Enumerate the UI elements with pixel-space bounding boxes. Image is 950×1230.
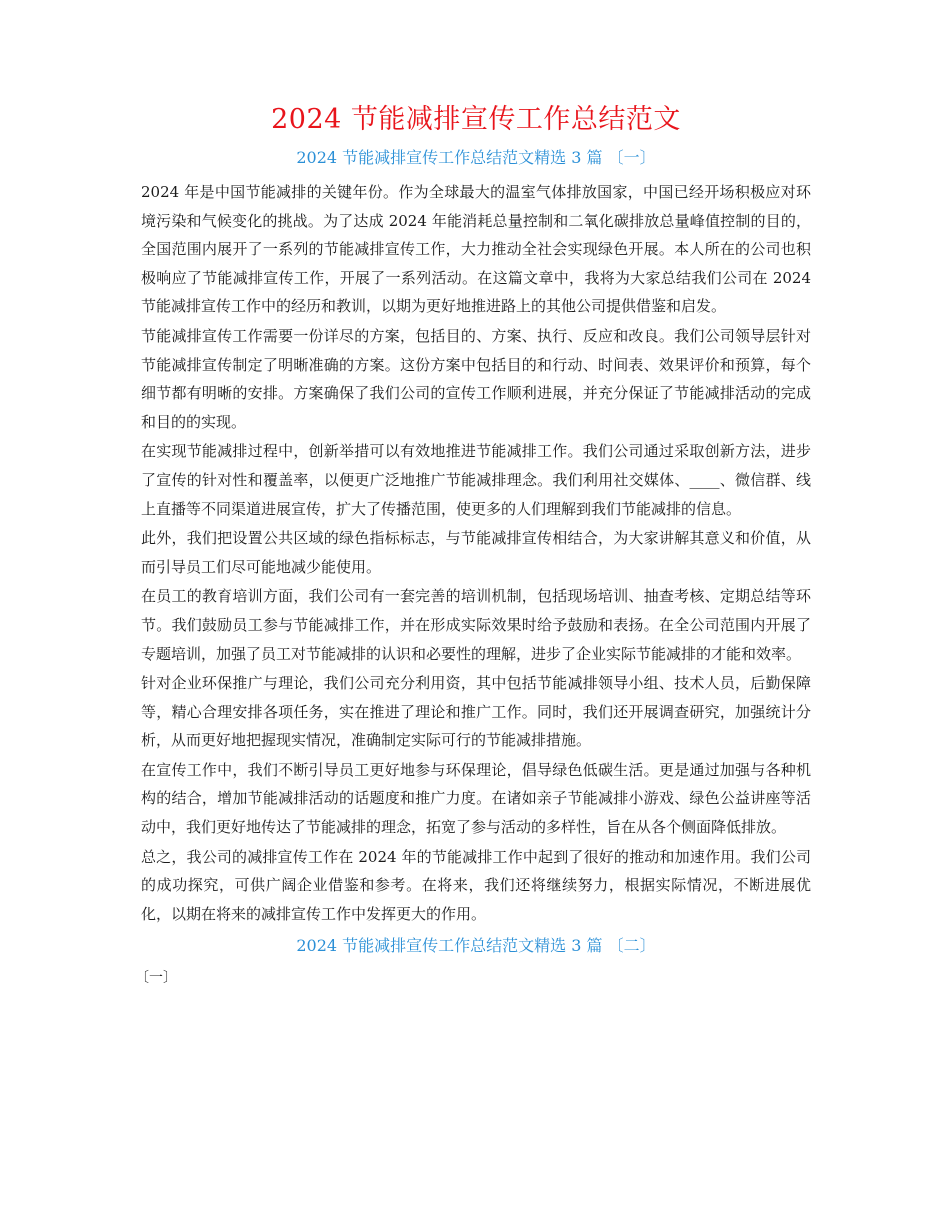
paragraph-3: 在实现节能减排过程中，创新举措可以有效地推进节能减排工作。我们公司通过采取创新方法，进步了宣传的针对性和覆盖率，以便更广泛地推广节能减排理念。我们利用社交媒体、____、微信群、线上直播等不同渠道进展宣传，扩大了传播范围，使更多的人们理解到我们节能减排的信息。 — [141, 442, 811, 518]
paragraph-5: 在员工的教育培训方面，我们公司有一套完善的培训机制，包括现场培训、抽查考核、定期总结等环节。我们鼓励员工参与节能减排工作，并在形成实际效果时给予鼓励和表扬。在全公司范围内开展了专题培训，加强了员工对节能减排的认识和必要性的理解，进步了企业实际节能减排的才能和效率。 — [141, 587, 811, 663]
paragraph-7: 在宣传工作中，我们不断引导员工更好地参与环保理论，倡导绿色低碳生活。更是通过加强与各种机构的结合，增加节能减排活动的话题度和推广力度。在诸如亲子节能减排小游戏、绿色公益讲座等活动中，我们更好地传达了节能减排的理念，拓宽了参与活动的多样性，旨在从各个侧面降低排放。 — [141, 760, 811, 837]
paragraph-1: 2024 年是中国节能减排的关键年份。作为全球最大的温室气体排放国家，中国已经开场积极应对环境污染和气候变化的挑战。为了达成 2024 年能消耗总量控制和二氧化碳排放总量峰值控制的目的，全国范围内展开了一系列的节能减排宣传工作，大力推动全社会实现绿色开展。本人所在的公司也积极响应了节能减排宣传工作，开展了一系列活动。在这篇文章中，我将为大家总结我们公司在 2024 节能减排宣传工作中的经历和教训，以期为更好地推进路上的其他公司提供借鉴和启发。 — [141, 183, 811, 316]
section-heading-2: 2024 节能减排宣传工作总结范文精选 3 篇 〔二〕 — [296, 936, 656, 956]
document-page — [135, 100, 811, 992]
subsection-marker: 〔一〕 — [135, 970, 177, 987]
paragraph-6: 针对企业环保推广与理论，我们公司充分利用资，其中包括节能减排领导小组、技术人员，后勤保障等，精心合理安排各项任务，实在推进了理论和推广工作。同时，我们还开展调查研究，加强统计分析，从而更好地把握现实情况，准确制定实际可行的节能减排措施。 — [141, 674, 811, 750]
section-heading-1: 2024 节能减排宣传工作总结范文精选 3 篇 〔一〕 — [296, 148, 656, 167]
document-title: 2024 节能减排宣传工作总结范文 — [271, 104, 681, 135]
paragraph-4: 此外，我们把设置公共区域的绿色指标标志，与节能减排宣传相结合，为大家讲解其意义和价值，从而引导员工们尽可能地减少能使用。 — [141, 529, 811, 576]
paragraph-8: 总之，我公司的减排宣传工作在 2024 年的节能减排工作中起到了很好的推动和加速作用。我们公司的成功探究，可供广阔企业借鉴和参考。在将来，我们还将继续努力，根据实际情况，不断进展优化，以期在将来的减排宣传工作中发挥更大的作用。 — [141, 847, 811, 923]
paragraph-2: 节能减排宣传工作需要一份详尽的方案，包括目的、方案、执行、反应和改良。我们公司领导层针对节能减排宣传制定了明晰准确的方案。这份方案中包括目的和行动、时间表、效果评价和预算，每个细节都有明晰的安排。方案确保了我们公司的宣传工作顺利进展，并充分保证了节能减排活动的完成和目的的实现。 — [141, 326, 811, 431]
